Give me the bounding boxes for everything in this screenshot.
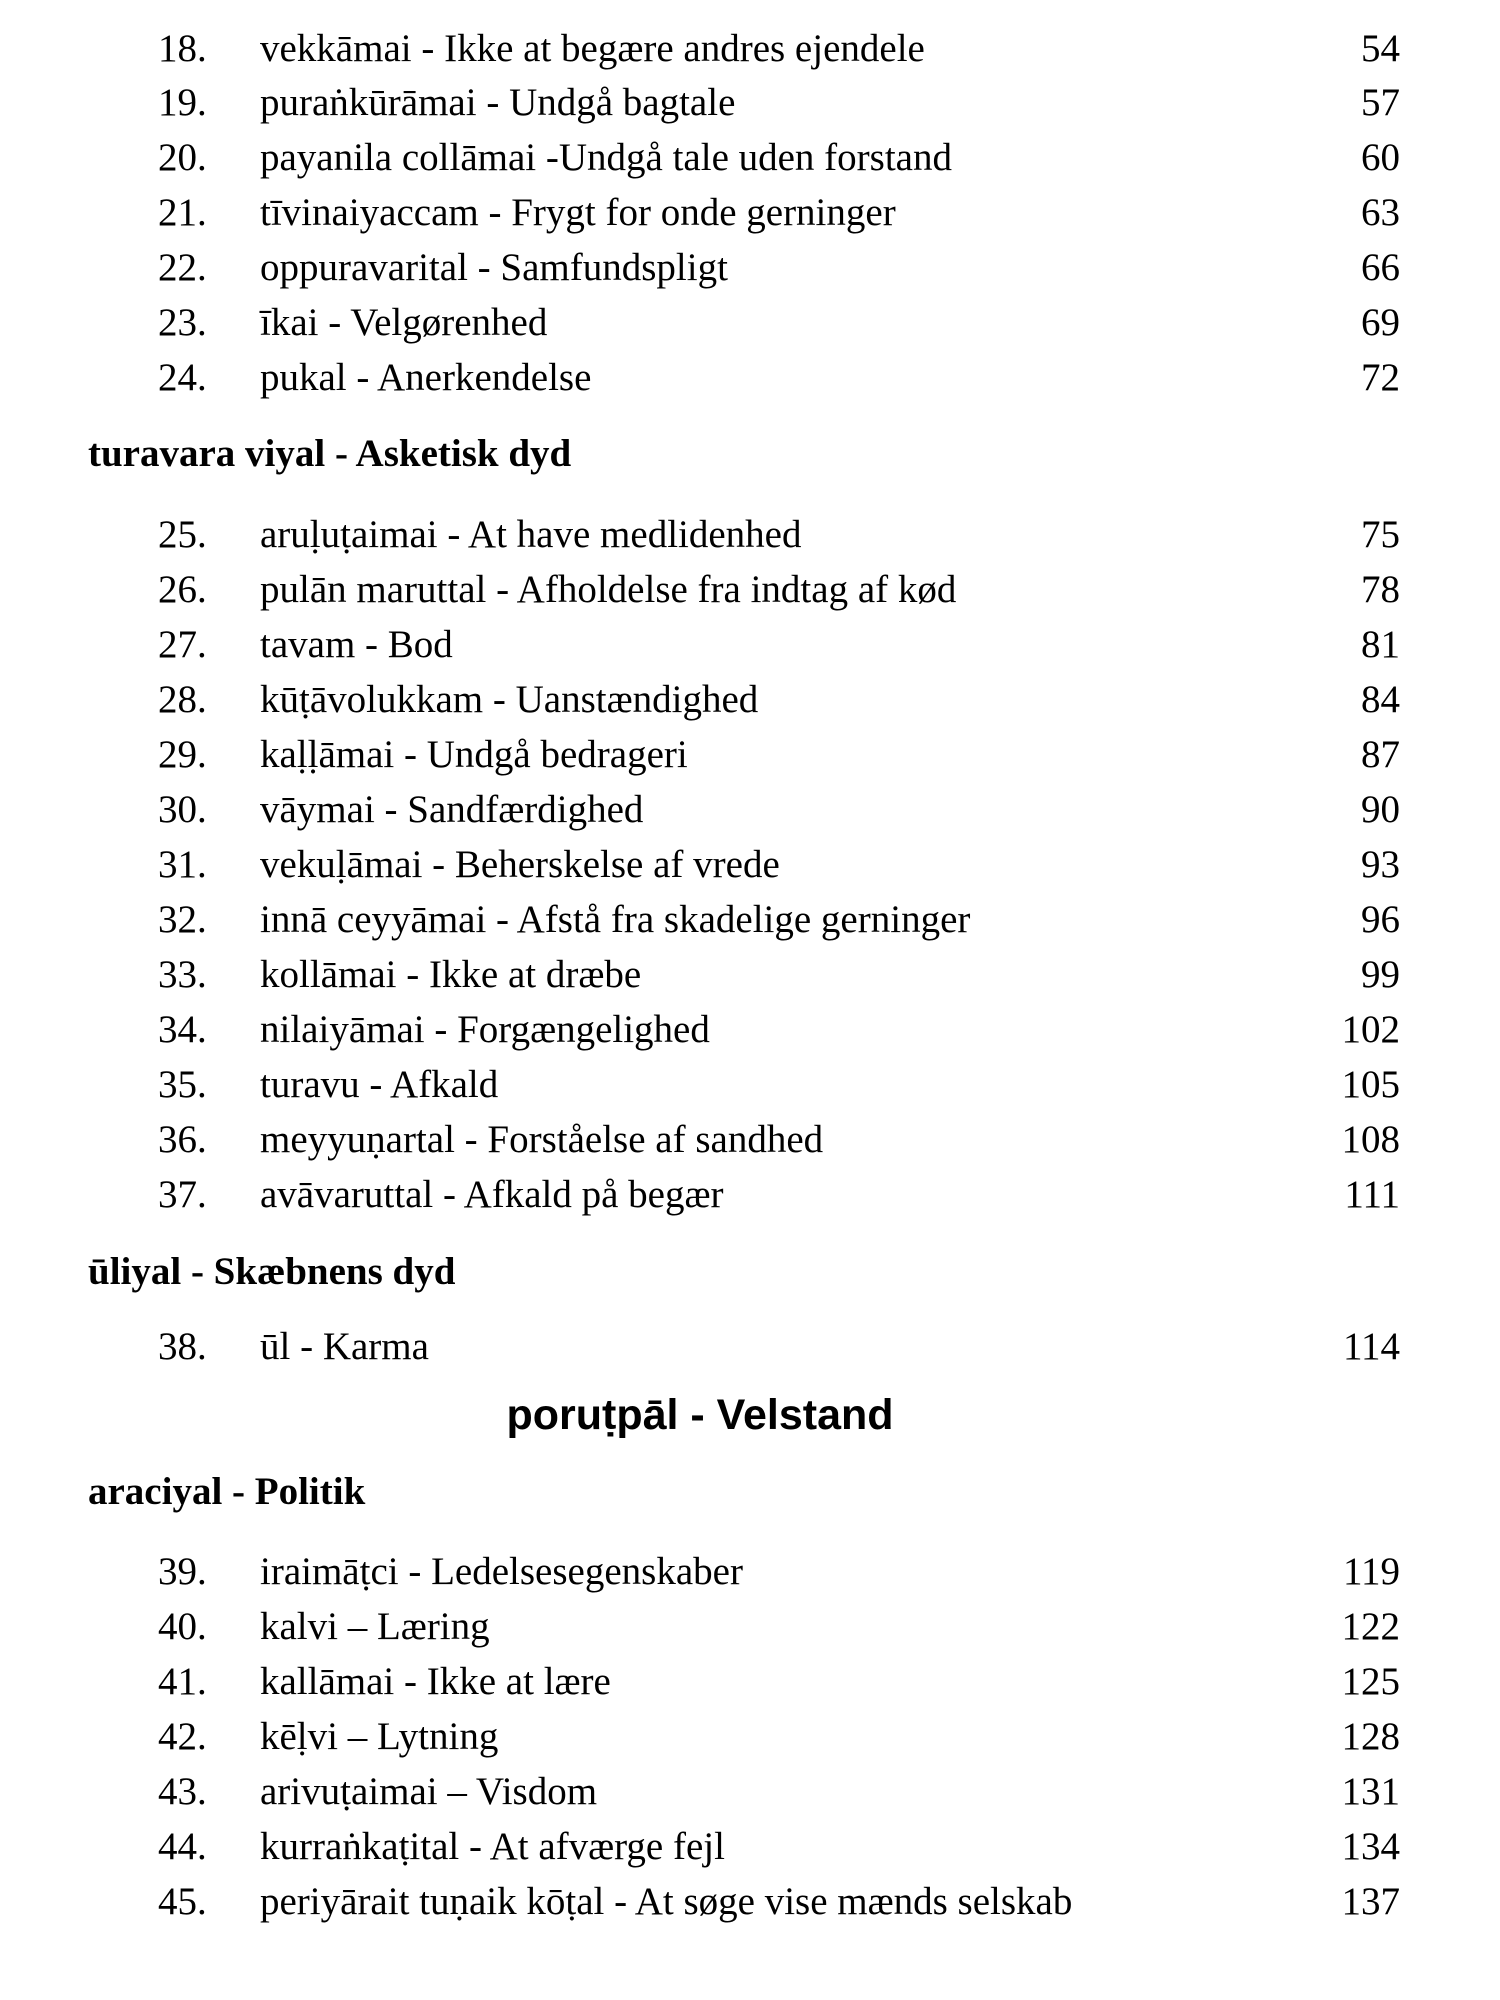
toc-entry	[0, 186, 1500, 240]
entry-number: 31.	[158, 843, 207, 886]
entry-title: puraṅkūrāmai - Undgå bagtale	[260, 81, 736, 124]
entry-page: 63	[1361, 191, 1400, 234]
entry-title: ūl - Karma	[260, 1325, 429, 1368]
toc-entry	[0, 76, 1500, 130]
entry-number: 19.	[158, 81, 207, 124]
entry-page: 69	[1361, 301, 1400, 344]
toc-entry	[0, 1875, 1500, 1929]
toc-entry	[0, 948, 1500, 1002]
toc-entry	[0, 673, 1500, 727]
toc-entry	[0, 563, 1500, 617]
entry-number: 24.	[158, 356, 207, 399]
entry-page: 137	[1341, 1880, 1400, 1923]
entry-title: kollāmai - Ikke at dræbe	[260, 953, 642, 996]
toc-entry	[0, 1710, 1500, 1764]
toc-entry	[0, 1655, 1500, 1709]
entry-number: 33.	[158, 953, 207, 996]
entry-title: tīvinaiyaccam - Frygt for onde gerninger	[260, 191, 896, 234]
entry-page: 75	[1361, 513, 1400, 556]
toc-entry	[0, 893, 1500, 947]
entry-number: 35.	[158, 1063, 207, 1106]
entry-page: 108	[1341, 1118, 1400, 1161]
section-heading: araciyal - Politik	[88, 1470, 366, 1513]
part-heading: poruṭpāl - Velstand	[506, 1391, 894, 1439]
entry-number: 41.	[158, 1660, 207, 1703]
entry-number: 42.	[158, 1715, 207, 1758]
entry-page: 78	[1361, 568, 1400, 611]
entry-number: 26.	[158, 568, 207, 611]
entry-page: 54	[1361, 27, 1400, 70]
entry-title: tavam - Bod	[260, 623, 453, 666]
entry-page: 128	[1341, 1715, 1400, 1758]
entry-number: 43.	[158, 1770, 207, 1813]
toc-entry	[0, 296, 1500, 350]
section-heading: ūliyal - Skæbnens dyd	[88, 1250, 456, 1293]
entry-number: 22.	[158, 246, 207, 289]
toc-entry	[0, 1765, 1500, 1819]
entry-page: 111	[1344, 1173, 1400, 1216]
entry-title: kaḷḷāmai - Undgå bedrageri	[260, 733, 688, 776]
toc-entry	[0, 131, 1500, 185]
toc-entry	[0, 351, 1500, 405]
section-heading: turavara viyal - Asketisk dyd	[88, 432, 572, 475]
entry-title: innā ceyyāmai - Afstå fra skadelige gerninger	[260, 898, 971, 941]
entry-number: 27.	[158, 623, 207, 666]
entry-number: 44.	[158, 1825, 207, 1868]
entry-title: kallāmai - Ikke at lære	[260, 1660, 611, 1703]
entry-number: 30.	[158, 788, 207, 831]
entry-page: 99	[1361, 953, 1400, 996]
entry-number: 38.	[158, 1325, 207, 1368]
entry-title: oppuravarital - Samfundspligt	[260, 246, 728, 289]
toc-entry	[0, 783, 1500, 837]
entry-number: 39.	[158, 1550, 207, 1593]
toc-entry	[0, 618, 1500, 672]
entry-number: 36.	[158, 1118, 207, 1161]
toc-entry	[0, 838, 1500, 892]
entry-title: arivuṭaimai – Visdom	[260, 1770, 598, 1813]
toc-entry	[0, 728, 1500, 782]
entry-title: vekuḷāmai - Beherskelse af vrede	[260, 843, 780, 886]
toc-entry	[0, 1168, 1500, 1222]
entry-number: 20.	[158, 136, 207, 179]
entry-title: payanila collāmai -Undgå tale uden forstand	[260, 136, 952, 179]
entry-title: nilaiyāmai - Forgængelighed	[260, 1008, 710, 1051]
entry-title: kēḷvi – Lytning	[260, 1715, 499, 1758]
entry-page: 60	[1361, 136, 1400, 179]
entry-page: 125	[1341, 1660, 1400, 1703]
entry-page: 134	[1341, 1825, 1400, 1868]
toc-entry	[0, 1600, 1500, 1654]
entry-number: 32.	[158, 898, 207, 941]
entry-page: 114	[1342, 1325, 1400, 1368]
entry-title: pukal - Anerkendelse	[260, 356, 592, 399]
toc-entry	[0, 1320, 1500, 1374]
entry-page: 72	[1361, 356, 1400, 399]
entry-title: periyārait tuṇaik kōṭal - At søge vise mænds selskab	[260, 1880, 1073, 1923]
entry-title: turavu - Afkald	[260, 1063, 499, 1106]
entry-title: avāvaruttal - Afkald på begær	[260, 1173, 724, 1216]
entry-page: 90	[1361, 788, 1400, 831]
entry-number: 37.	[158, 1173, 207, 1216]
entry-page: 87	[1361, 733, 1400, 776]
toc-entry	[0, 1003, 1500, 1057]
entry-title: kalvi – Læring	[260, 1605, 490, 1648]
toc-entry	[0, 1113, 1500, 1167]
entry-number: 34.	[158, 1008, 207, 1051]
toc-entry	[0, 22, 1500, 76]
entry-title: pulān maruttal - Afholdelse fra indtag af kød	[260, 568, 957, 611]
entry-page: 96	[1361, 898, 1400, 941]
entry-number: 40.	[158, 1605, 207, 1648]
entry-number: 29.	[158, 733, 207, 776]
entry-title: vāymai - Sandfærdighed	[260, 788, 644, 831]
toc-entry	[0, 241, 1500, 295]
toc-entry	[0, 508, 1500, 562]
entry-title: iraimāṭci - Ledelsesegenskaber	[260, 1550, 743, 1593]
entry-page: 66	[1361, 246, 1400, 289]
entry-page: 93	[1361, 843, 1400, 886]
entry-title: kurraṅkaṭital - At afværge fejl	[260, 1825, 725, 1868]
entry-title: vekkāmai - Ikke at begære andres ejendele	[260, 27, 925, 70]
entry-number: 28.	[158, 678, 207, 721]
entry-page: 84	[1361, 678, 1400, 721]
entry-number: 25.	[158, 513, 207, 556]
entry-page: 57	[1361, 81, 1400, 124]
entry-number: 45.	[158, 1880, 207, 1923]
entry-page: 119	[1342, 1550, 1400, 1593]
toc-entry	[0, 1545, 1500, 1599]
entry-title: kūṭāvolukkam - Uanstændighed	[260, 678, 759, 721]
entry-title: meyyuṇartal - Forståelse af sandhed	[260, 1118, 824, 1161]
entry-number: 21.	[158, 191, 207, 234]
entry-page: 105	[1341, 1063, 1400, 1106]
entry-page: 122	[1341, 1605, 1400, 1648]
toc-entry	[0, 1820, 1500, 1874]
entry-title: aruḷuṭaimai - At have medlidenhed	[260, 513, 802, 556]
entry-number: 18.	[158, 27, 207, 70]
toc-entry	[0, 1058, 1500, 1112]
entry-page: 81	[1361, 623, 1400, 666]
entry-title: īkai - Velgørenhed	[260, 301, 548, 344]
entry-page: 102	[1341, 1008, 1400, 1051]
entry-number: 23.	[158, 301, 207, 344]
entry-page: 131	[1341, 1770, 1400, 1813]
